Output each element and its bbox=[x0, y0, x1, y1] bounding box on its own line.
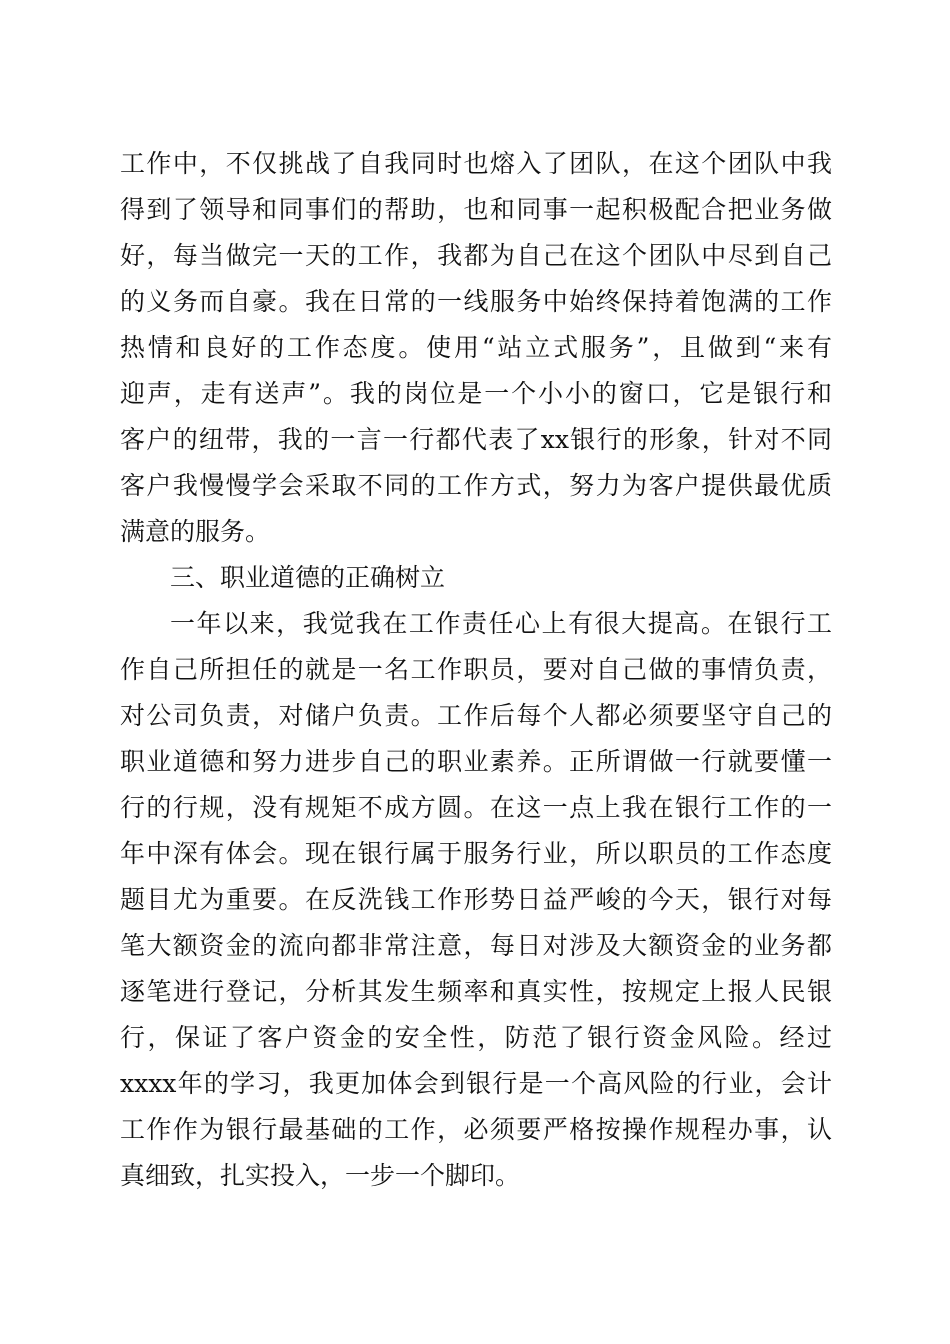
paragraph2-line-2: 作自己所担任的就是一名工作职员，要对自己做的事情负责， bbox=[120, 655, 832, 684]
paragraph1-line-9: 满意的服务。 bbox=[120, 517, 271, 546]
paragraph2-line-10: 行，保证了客户资金的安全性，防范了银行资金风险。经过 bbox=[120, 1023, 832, 1052]
paragraph1-line-7: 客户的纽带，我的一言一行都代表了xx银行的形象，针对不同 bbox=[120, 425, 832, 454]
paragraph1-line-2: 得到了领导和同事们的帮助，也和同事一起积极配合把业务做 bbox=[120, 195, 832, 224]
paragraph2-line-12: 工作作为银行最基础的工作，必须要严格按操作规程办事，认 bbox=[120, 1115, 832, 1144]
paragraph1-line-5: 热情和良好的工作态度。使用“站立式服务”，且做到“来有 bbox=[120, 333, 832, 362]
paragraph2-line-1: 一年以来，我觉我在工作责任心上有很大提高。在银行工 bbox=[170, 609, 832, 638]
paragraph1-line-1: 工作中，不仅挑战了自我同时也熔入了团队，在这个团队中我 bbox=[120, 149, 832, 178]
paragraph2-line-8: 笔大额资金的流向都非常注意，每日对涉及大额资金的业务都 bbox=[120, 931, 832, 960]
paragraph2-line-11: xxxx年的学习，我更加体会到银行是一个高风险的行业，会计 bbox=[120, 1069, 832, 1098]
paragraph1-line-4: 的义务而自豪。我在日常的一线服务中始终保持着饱满的工作 bbox=[120, 287, 832, 316]
paragraph1-line-3: 好，每当做完一天的工作，我都为自己在这个团队中尽到自己 bbox=[120, 241, 832, 270]
paragraph2-line-5: 行的行规，没有规矩不成方圆。在这一点上我在银行工作的一 bbox=[120, 793, 832, 822]
paragraph2-line-3: 对公司负责，对储户负责。工作后每个人都必须要坚守自己的 bbox=[120, 701, 832, 730]
paragraph2-line-6: 年中深有体会。现在银行属于服务行业，所以职员的工作态度 bbox=[120, 839, 832, 868]
paragraph2-line-13: 真细致，扎实投入，一步一个脚印。 bbox=[120, 1161, 521, 1190]
paragraph1-line-6: 迎声，走有送声”。我的岗位是一个小小的窗口，它是银行和 bbox=[120, 379, 832, 408]
paragraph1-line-8: 客户我慢慢学会采取不同的工作方式，努力为客户提供最优质 bbox=[120, 471, 832, 500]
section-heading: 三、职业道德的正确树立 bbox=[170, 563, 446, 592]
paragraph2-line-4: 职业道德和努力进步自己的职业素养。正所谓做一行就要懂一 bbox=[120, 747, 832, 776]
paragraph2-line-7: 题目尤为重要。在反洗钱工作形势日益严峻的今天，银行对每 bbox=[120, 885, 832, 914]
paragraph2-line-9: 逐笔进行登记，分析其发生频率和真实性，按规定上报人民银 bbox=[120, 977, 832, 1006]
